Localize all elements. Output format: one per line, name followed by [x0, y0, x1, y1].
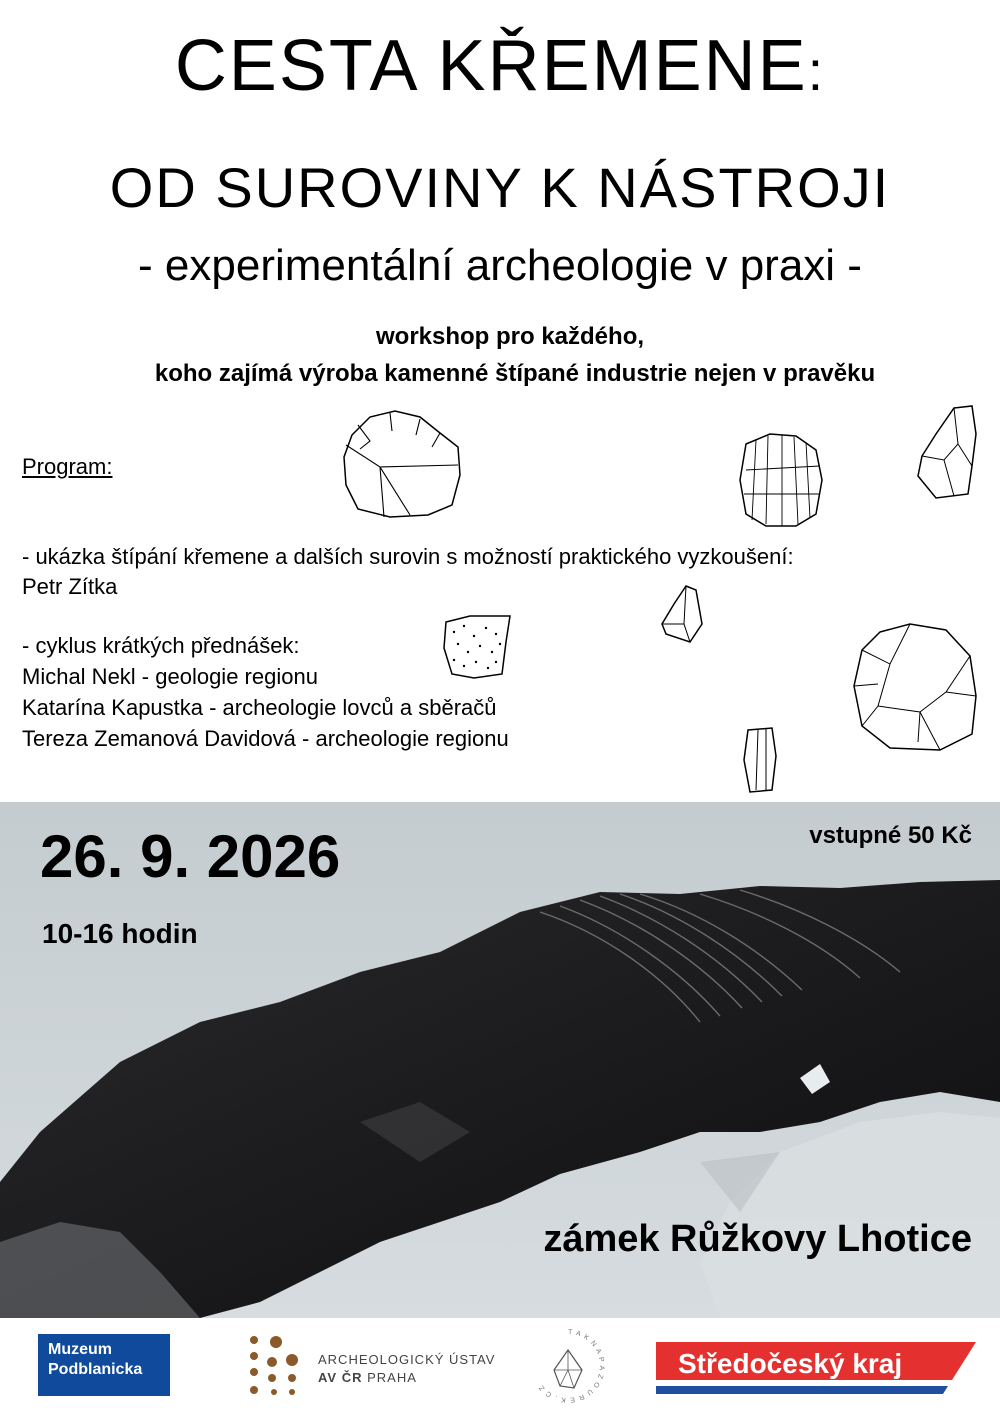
- museum-logo-line-2: Podblanicka: [48, 1361, 143, 1378]
- region-name: Středočeský kraj: [678, 1348, 903, 1379]
- page-title-second: OD SUROVINY K NÁSTROJI: [109, 156, 891, 219]
- flint-artifact-icon: [660, 584, 706, 646]
- page-subtitle: - experimentální archeologie v praxi -: [138, 241, 862, 290]
- partner-logos: [0, 1318, 1000, 1416]
- taknapazourek-logo: [528, 1326, 608, 1406]
- archaeology-dots-logo-icon: [246, 1334, 310, 1396]
- flint-artifact-icon: [850, 622, 980, 754]
- museum-logo: [38, 1334, 170, 1396]
- program-line: - cyklus krátkých přednášek:: [22, 633, 300, 658]
- flint-artifact-icon: [914, 404, 980, 500]
- flint-artifact-icon: [440, 612, 516, 682]
- taknapazourek-text: T A K N A P A Z O U R E K . C Z: [537, 1328, 606, 1404]
- title-colon: :: [807, 39, 826, 102]
- title-main: CESTA KŘEMENE: [174, 26, 808, 106]
- event-venue: zámek Růžkovy Lhotice: [543, 1218, 972, 1260]
- region-logo: [656, 1342, 976, 1394]
- au-bold: AV ČR: [318, 1370, 363, 1385]
- entry-fee: vstupné 50 Kč: [809, 822, 972, 849]
- workshop-line-1: workshop pro každého,: [375, 323, 645, 350]
- flint-artifact-icon: [736, 430, 826, 530]
- program-line: Katarína Kapustka - archeologie lovců a sběračů: [22, 695, 497, 720]
- program-line: Michal Nekl - geologie regionu: [22, 664, 318, 689]
- event-date: 26. 9. 2026: [40, 823, 341, 890]
- au-rest: PRAHA: [362, 1370, 417, 1385]
- flint-artifact-icon: [340, 405, 470, 520]
- svg-text:T A K N A P A Z O U R E K . C: [538, 1329, 605, 1403]
- archaeology-institute-logo: [246, 1334, 496, 1396]
- program-line: Petr Zítka: [22, 574, 118, 599]
- workshop-line-2: koho zajímá výroba kamenné štípané industrie nejen v pravěku: [154, 360, 876, 387]
- museum-logo-line-1: Muzeum: [48, 1341, 112, 1358]
- program-heading: Program:: [22, 454, 113, 479]
- program-line: - ukázka štípání křemene a dalších surovin s možností praktického vyzkoušení:: [22, 544, 794, 569]
- triangle-logo-icon: [528, 1326, 608, 1406]
- program-line: Tereza Zemanová Davidová - archeologie regionu: [22, 726, 509, 751]
- archaeology-institute-line-2: [318, 1370, 417, 1385]
- flint-artifact-icon: [740, 726, 780, 794]
- event-hours: 10-16 hodin: [42, 918, 198, 949]
- archaeology-institute-line-1: ARCHEOLOGICKÝ ÚSTAV: [318, 1352, 496, 1367]
- page-title: [0, 26, 1000, 106]
